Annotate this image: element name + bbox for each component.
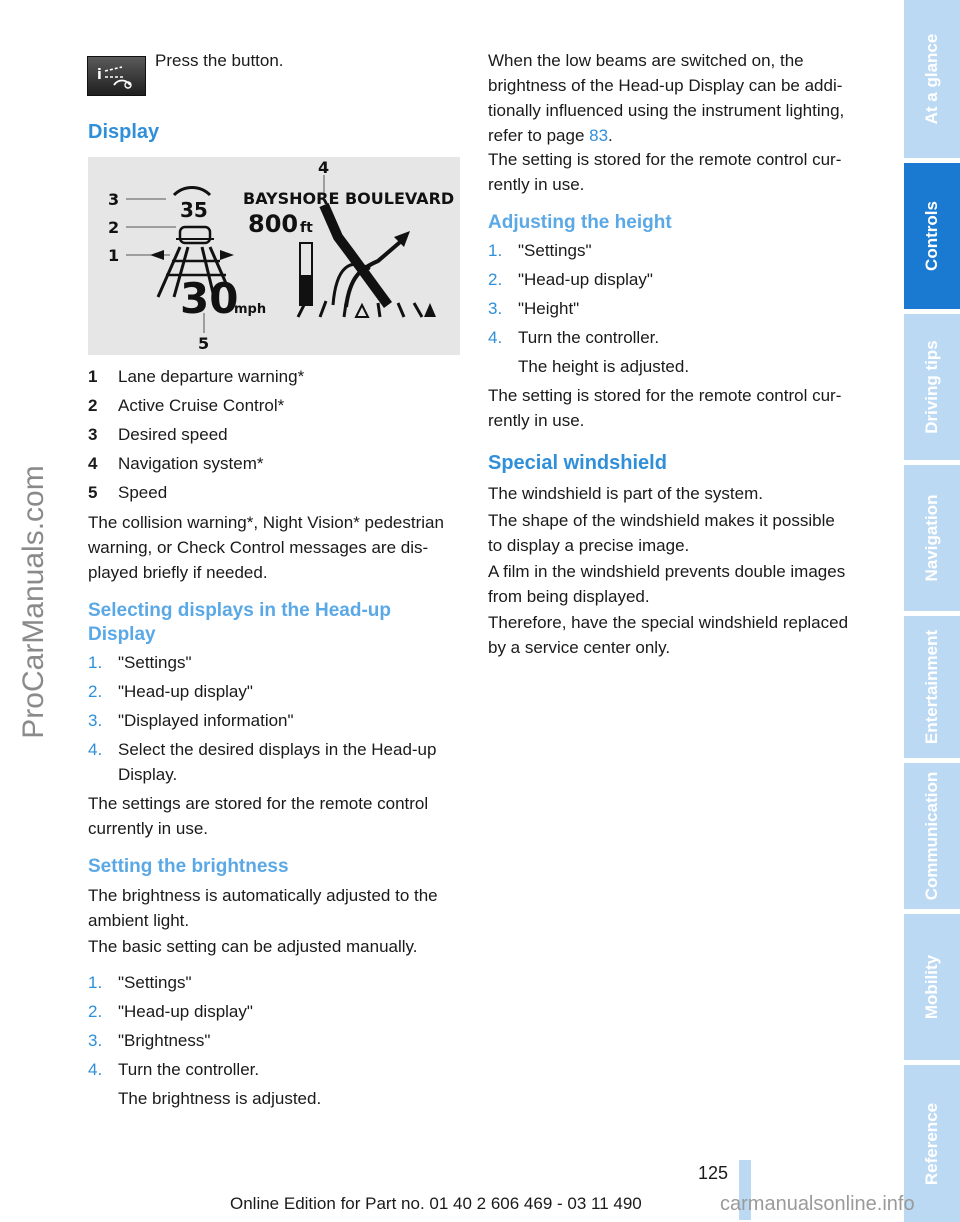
step-number: 3. xyxy=(88,711,103,730)
paragraph-line: currently in use. xyxy=(88,819,208,838)
legend-text: Desired speed xyxy=(118,425,228,444)
step-number: 1. xyxy=(88,973,103,992)
tab-navigation[interactable] xyxy=(904,465,960,611)
brightness-para2: The basic setting can be adjusted manually. xyxy=(88,937,418,956)
height-note xyxy=(488,383,868,433)
speed-unit: mph xyxy=(234,302,267,317)
legend-text: Navigation system* xyxy=(118,454,264,473)
step-text: "Head-up display" xyxy=(118,1002,253,1021)
step-number: 4. xyxy=(88,1060,103,1079)
tab-driving-tips[interactable] xyxy=(904,314,960,460)
tab-entertainment[interactable] xyxy=(904,616,960,758)
paragraph-line: When the low beams are switched on, the xyxy=(488,51,804,70)
watermark-text: ProCarManuals.com xyxy=(17,465,50,739)
tab-at-a-glance[interactable] xyxy=(904,0,960,158)
footer-watermark: carmanualsonline.info xyxy=(720,1193,915,1215)
paragraph-line: Therefore, have the special windshield replaced xyxy=(488,613,849,632)
tab-label: At a glance xyxy=(922,33,941,125)
step-number: 3. xyxy=(88,1031,103,1050)
step-text: "Settings" xyxy=(118,973,192,992)
hud-button-icon xyxy=(87,56,146,96)
step-text: "Displayed information" xyxy=(118,711,294,730)
tab-label: Controls xyxy=(922,201,941,271)
legend-num: 1 xyxy=(88,367,98,386)
legend-num: 3 xyxy=(88,425,98,444)
step-text: "Settings" xyxy=(118,653,192,672)
legend-num: 4 xyxy=(88,454,98,473)
selecting-note xyxy=(88,791,468,841)
paragraph-line: by a service center only. xyxy=(488,638,671,657)
windshield-p3 xyxy=(488,559,868,609)
legend-item xyxy=(88,451,448,476)
step-text: The brightness is adjusted. xyxy=(118,1089,322,1108)
callout-1: 1 xyxy=(108,246,120,265)
step-number: 2. xyxy=(88,1002,103,1021)
tab-label: Reference xyxy=(922,1102,941,1185)
heading-line: Selecting displays in the Head-up xyxy=(88,600,392,621)
page-ref-link[interactable]: 83 xyxy=(589,126,609,145)
windshield-heading: Special windshield xyxy=(488,452,667,474)
ref-suffix: . xyxy=(608,126,613,145)
step-number: 2. xyxy=(88,682,103,701)
legend-item xyxy=(88,422,448,447)
svg-text:i: i xyxy=(97,67,102,83)
page-number: 125 xyxy=(698,1163,729,1183)
legend-text: Lane departure warning* xyxy=(118,367,305,386)
set-speed: 35 xyxy=(180,198,208,222)
legend-num: 5 xyxy=(88,483,98,502)
tab-controls[interactable] xyxy=(904,163,960,309)
tab-label: Navigation xyxy=(922,494,941,582)
callout-2: 2 xyxy=(108,218,120,237)
paragraph-line xyxy=(488,123,868,148)
paragraph-line: The setting is stored for the remote control cur- xyxy=(488,386,842,405)
step-text: Turn the controller. xyxy=(518,328,660,347)
callout-5: 5 xyxy=(198,334,210,353)
step-number: 3. xyxy=(488,299,503,318)
button-instruction: Press the button. xyxy=(155,51,284,70)
windshield-p4 xyxy=(488,610,868,660)
paragraph-line: rently in use. xyxy=(488,411,585,430)
legend-item xyxy=(88,393,448,418)
paragraph-line: The shape of the windshield makes it possible xyxy=(488,511,835,530)
step-number: 2. xyxy=(488,270,503,289)
step-item xyxy=(488,267,868,292)
legend-item xyxy=(88,480,448,505)
step-number: 1. xyxy=(488,241,503,260)
paragraph-line: warning, or Check Control messages are dis- xyxy=(88,538,429,557)
tab-label: Communication xyxy=(922,771,941,901)
step-item xyxy=(88,737,468,787)
paragraph-line: The brightness is automatically adjusted to the xyxy=(88,886,438,905)
paragraph-line: tionally influenced using the instrument lighting, xyxy=(488,101,845,120)
tab-mobility[interactable] xyxy=(904,914,960,1060)
tab-communication[interactable] xyxy=(904,763,960,909)
step-text: Select the desired displays in the Head-up xyxy=(118,740,437,759)
selecting-heading xyxy=(88,599,391,647)
distance: 800 xyxy=(248,210,299,238)
current-speed: 30 xyxy=(180,274,239,323)
step-item xyxy=(488,296,868,321)
brightness-para1 xyxy=(88,883,468,933)
step-item xyxy=(88,1057,468,1107)
display-heading: Display xyxy=(88,121,160,143)
step-item xyxy=(88,708,468,733)
windshield-p2 xyxy=(488,508,868,558)
legend-num: 2 xyxy=(88,396,98,415)
callout-3: 3 xyxy=(108,190,120,209)
tab-label: Driving tips xyxy=(922,340,941,434)
footer-text: Online Edition for Part no. 01 40 2 606 469 - 03 11 490 xyxy=(230,1194,642,1213)
low-beams-note xyxy=(488,147,868,197)
step-text: "Settings" xyxy=(518,241,592,260)
step-item xyxy=(488,238,868,263)
paragraph-line: from being displayed. xyxy=(488,587,650,606)
paragraph-line: The collision warning*, Night Vision* pedestrian xyxy=(88,513,444,532)
callout-4: 4 xyxy=(318,158,330,177)
height-heading: Adjusting the height xyxy=(488,212,672,233)
step-item xyxy=(88,1028,468,1053)
low-beams-paragraph xyxy=(488,48,868,148)
step-text: "Brightness" xyxy=(118,1031,211,1050)
paragraph-line: played briefly if needed. xyxy=(88,563,268,582)
street-name: BAYSHORE BOULEVARD xyxy=(243,189,455,208)
brightness-heading: Setting the brightness xyxy=(88,856,289,877)
heading-line: Display xyxy=(88,624,156,645)
distance-unit: ft xyxy=(300,220,313,236)
tab-label: Mobility xyxy=(922,954,941,1020)
legend-item xyxy=(88,364,448,389)
paragraph-line: The settings are stored for the remote control xyxy=(88,794,429,813)
legend-text: Active Cruise Control* xyxy=(118,396,285,415)
step-text: Turn the controller. xyxy=(118,1060,260,1079)
step-text: "Height" xyxy=(518,299,580,318)
collision-paragraph xyxy=(88,510,468,585)
step-text: "Head-up display" xyxy=(118,682,253,701)
paragraph-line: A film in the windshield prevents double images xyxy=(488,562,846,581)
step-number: 4. xyxy=(488,328,503,347)
paragraph-line: ambient light. xyxy=(88,911,190,930)
ref-prefix: refer to page xyxy=(488,126,590,145)
paragraph-line: The setting is stored for the remote control cur- xyxy=(488,150,842,169)
paragraph-line: to display a precise image. xyxy=(488,536,690,555)
legend-text: Speed xyxy=(118,483,168,502)
step-text: The height is adjusted. xyxy=(518,357,690,376)
step-number: 1. xyxy=(88,653,103,672)
step-text: Display. xyxy=(118,765,178,784)
step-item xyxy=(88,970,468,995)
step-item xyxy=(88,679,468,704)
hud-illustration xyxy=(88,157,460,355)
tab-label: Entertainment xyxy=(922,629,941,745)
paragraph-line: rently in use. xyxy=(488,175,585,194)
windshield-p1: The windshield is part of the system. xyxy=(488,484,763,503)
step-text: "Head-up display" xyxy=(518,270,653,289)
step-item xyxy=(488,325,868,379)
step-item xyxy=(88,999,468,1024)
step-number: 4. xyxy=(88,740,103,759)
paragraph-line: brightness of the Head-up Display can be addi- xyxy=(488,76,843,95)
step-item xyxy=(88,650,468,675)
